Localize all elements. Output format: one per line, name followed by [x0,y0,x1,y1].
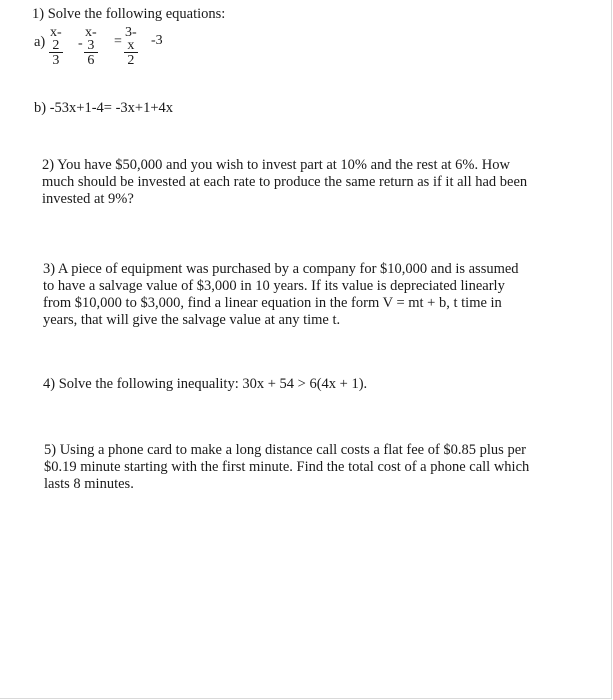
equals-operator: = [114,34,122,49]
question-3 [43,261,543,329]
fraction-2-denominator: 6 [87,53,95,68]
fraction-1-denominator: 3 [52,53,60,68]
fraction-3 [124,26,138,67]
question-3-line: from $10,000 to $3,000, find a linear equation in the form V = mt + b, t time in [43,295,502,311]
question-3-line: years, that will give the salvage value at any time t. [43,312,341,328]
question-2-line: 2) You have $50,000 and you wish to invest part at 10% and the rest at 6%. How [42,157,510,173]
question-3-line: to have a salvage value of $3,000 in 10 years. If its value is depreciated linearly [43,278,505,294]
question-4: 4) Solve the following inequality: 30x + 54 > 6(4x + 1). [43,376,368,392]
fraction-2 [84,26,98,67]
fraction-1-numerator: x-2 [50,25,62,53]
question-3-line: 3) A piece of equipment was purchased by a company for $10,000 and is assumed [43,261,519,277]
minus-operator: - [78,36,83,51]
fraction-3-denominator: 2 [127,53,135,68]
minus-three-term: -3 [151,33,163,48]
question-5-line: lasts 8 minutes. [44,476,134,492]
question-5-line: 5) Using a phone card to make a long distance call costs a flat fee of $0.85 plus per [44,442,526,458]
question-2 [42,157,547,208]
question-1-title: 1) Solve the following equations: [32,6,226,22]
fraction-2-numerator: x-3 [85,25,97,53]
question-1a-label: a) [34,34,46,50]
question-1b-equation: b) -53x+1-4= -3x+1+4x [34,100,174,116]
question-5 [44,442,549,493]
question-2-line: much should be invested at each rate to produce the same return as if it all had been [42,174,528,190]
question-2-line: invested at 9%? [42,191,134,207]
question-5-line: $0.19 minute starting with the first minute. Find the total cost of a phone call which [44,459,530,475]
fraction-3-numerator: 3-x [125,25,137,53]
fraction-1 [49,26,63,67]
